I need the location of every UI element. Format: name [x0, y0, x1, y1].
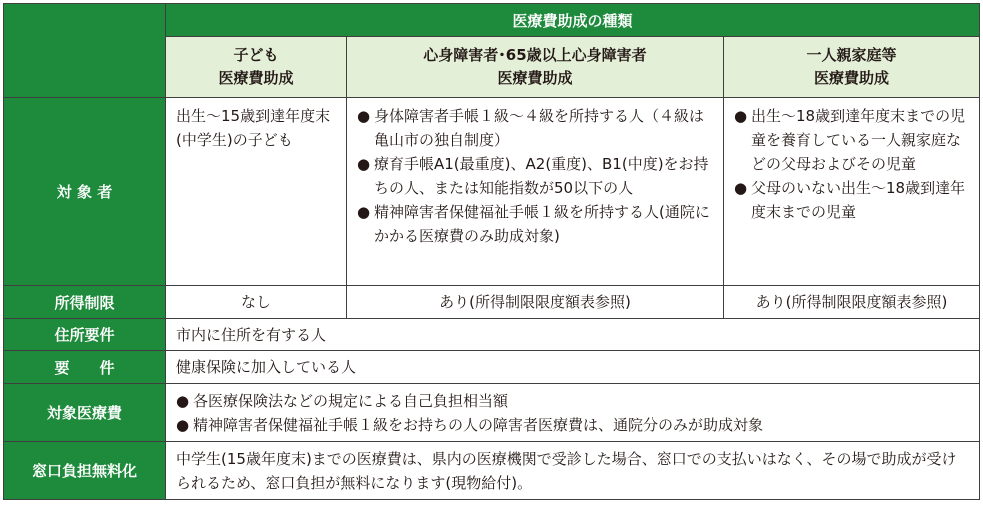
row-label-target: 対 象 者 — [4, 98, 166, 286]
header-child-line2: 医療費助成 — [218, 69, 294, 87]
bullet-mark: ● — [734, 107, 748, 125]
header-subsidy-types: 医療費助成の種類 — [166, 4, 980, 37]
list-item-text: 各医療保険法などの規定による自己負担相当額 — [193, 391, 509, 410]
requirement-value: 健康保険に加入している人 — [166, 351, 980, 384]
target-child: 出生～15歳到達年度末(中学生)の子ども — [166, 98, 347, 286]
list-item-text: 精神障害者保健福祉手帳１級をお持ちの人の障害者医療費は、通院分のみが助成対象 — [193, 415, 764, 434]
bullet-mark: ● — [176, 391, 190, 410]
row-label-income-limit: 所得制限 — [4, 286, 166, 319]
bullet-mark: ● — [357, 155, 371, 173]
list-item-text: 精神障害者保健福祉手帳１級を所持する人(通院にかかる医療費のみ助成対象) — [374, 203, 710, 245]
header-disability-subsidy — [347, 37, 724, 98]
list-item — [176, 413, 969, 437]
bullet-mark: ● — [357, 203, 371, 221]
row-label-requirement: 要 件 — [4, 351, 166, 384]
list-item — [734, 176, 969, 224]
row-label-expenses: 対象医療費 — [4, 384, 166, 442]
expenses-value — [166, 384, 980, 442]
free-at-counter-value: 中学生(15歳年度末)までの医療費は、県内の医療機関で受診した場合、窓口での支払いはなく、その場で助成が受けられるため、窓口負担が無料になります(現物給付)。 — [166, 442, 980, 500]
row-label-address: 住所要件 — [4, 319, 166, 351]
list-item-text: 父母のいない出生～18歳到達年度末までの児童 — [751, 179, 966, 221]
target-disability-list — [357, 104, 713, 248]
header-single-parent-subsidy — [724, 37, 980, 98]
header-single-parent-line2: 医療費助成 — [814, 69, 890, 87]
row-label-free-at-counter: 窓口負担無料化 — [4, 442, 166, 500]
header-child-subsidy — [166, 37, 347, 98]
address-requirement: 市内に住所を有する人 — [166, 319, 980, 351]
header-disability-line1: 心身障害者･65歳以上心身障害者 — [423, 46, 647, 64]
income-limit-disability: あり(所得制限限度額表参照) — [347, 286, 724, 319]
header-corner — [4, 4, 166, 98]
list-item — [357, 104, 713, 152]
list-item — [357, 200, 713, 248]
header-single-parent-line1: 一人親家庭等 — [806, 46, 897, 64]
medical-subsidy-table — [3, 3, 980, 500]
bullet-mark: ● — [357, 107, 371, 125]
list-item — [176, 389, 969, 413]
list-item-text: 身体障害者手帳１級～４級を所持する人（４級は亀山市の独自制度） — [374, 107, 705, 149]
income-limit-single-parent: あり(所得制限限度額表参照) — [724, 286, 980, 319]
expenses-list — [176, 389, 969, 437]
target-single-parent-list — [734, 104, 969, 224]
income-limit-child: なし — [166, 286, 347, 319]
header-child-line1: 子ども — [233, 46, 279, 64]
list-item-text: 療育手帳A1(最重度)、A2(重度)、B1(中度)をお持ちの人、または知能指数が50以下の人 — [374, 155, 709, 197]
bullet-mark: ● — [176, 415, 190, 434]
target-disability — [347, 98, 724, 286]
bullet-mark: ● — [734, 179, 748, 197]
target-single-parent — [724, 98, 980, 286]
header-disability-line2: 医療費助成 — [497, 69, 573, 87]
list-item — [734, 104, 969, 176]
list-item — [357, 152, 713, 200]
list-item-text: 出生～18歳到達年度末までの児童を養育している一人親家庭などの父母およびその児童 — [751, 107, 966, 173]
